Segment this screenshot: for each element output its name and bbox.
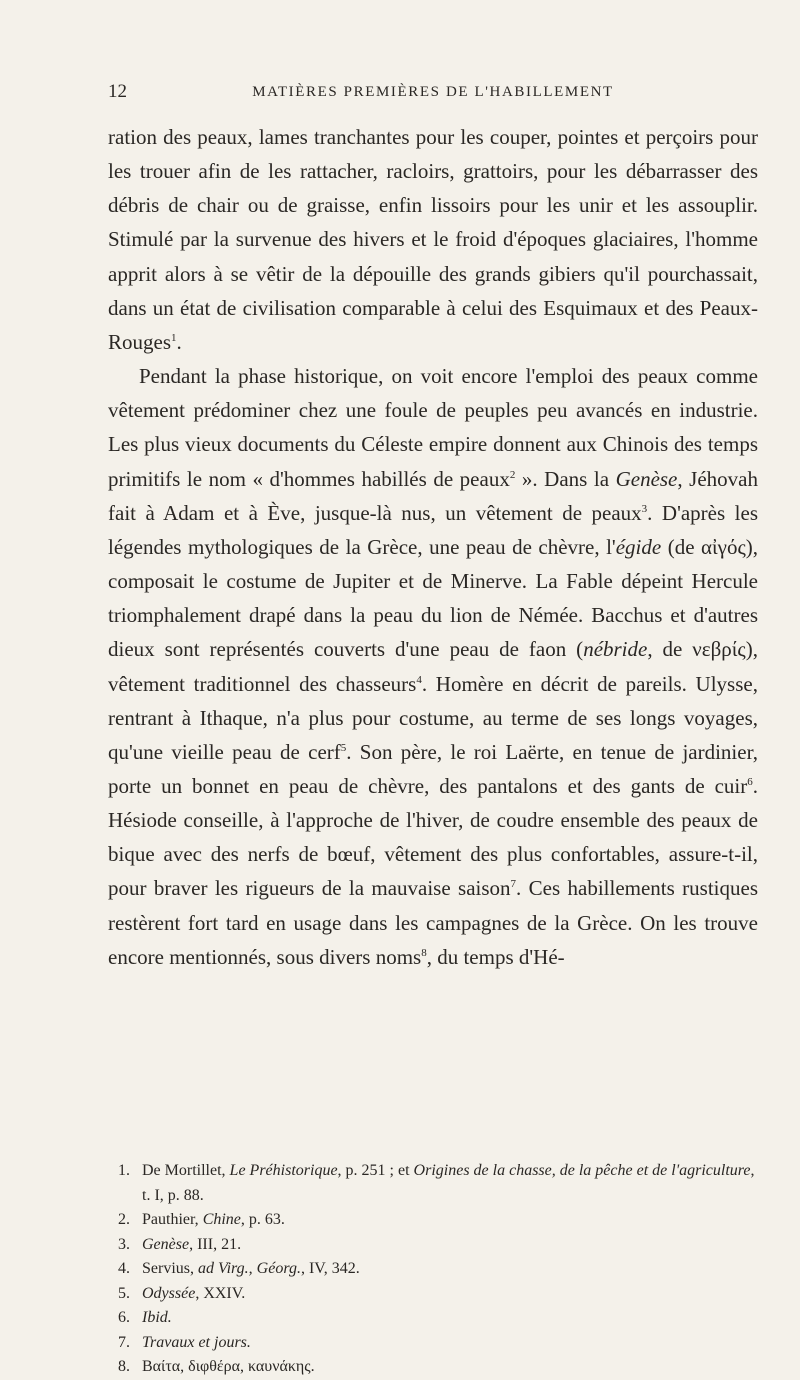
paragraph-2-part: . D'après les légendes mythologiques de la Grèce, une peau de chèvre, l' — [108, 500, 758, 559]
footnote-2 — [118, 1208, 758, 1233]
page-header — [108, 76, 758, 108]
footnote-ref-1: 1 — [171, 331, 177, 344]
paragraph-2-part: , du temps d'Hé- — [426, 944, 565, 969]
footnote-title: Origines de la chasse, de la pêche et de l'agriculture — [413, 1162, 751, 1179]
footnote-1 — [118, 1159, 758, 1208]
paragraph-2-part: , de νεβρίς), vêtement traditionnel des chasseurs — [108, 637, 758, 696]
footnote-ref-6: 6 — [747, 775, 753, 788]
footnote-number: 4. — [118, 1260, 130, 1277]
footnote-text — [142, 1208, 758, 1233]
footnote-text — [142, 1306, 758, 1331]
footnote-number: 5. — [118, 1284, 130, 1302]
footnote-number: 1. — [118, 1162, 130, 1179]
footnote-part: , p. 63. — [240, 1211, 285, 1228]
page-number: 12 — [108, 81, 127, 102]
footnote-8 — [118, 1355, 758, 1380]
footnote-text — [142, 1331, 758, 1356]
footnote-part: , XXIV. — [195, 1284, 246, 1302]
footnote-title: Le Préhistorique — [229, 1162, 338, 1179]
running-title: MATIÈRES PREMIÈRES DE L'HABILLEMENT — [252, 84, 614, 100]
footnote-part: Servius, — [142, 1260, 198, 1277]
footnote-title: Travaux et jours. — [142, 1333, 251, 1351]
footnote-title: Chine — [202, 1211, 241, 1228]
paragraph-2-part: (de αἰγός), composait le costume de Jupiter et de Minerve. La Fable dépeint Hercule triomphalement drapé dans la peau du lion de Némée. Bacchus et d'autres dieux sont représentés couverts d'une peau de faon ( — [108, 534, 758, 662]
footnote-ref-2: 2 — [509, 468, 516, 481]
footnote-number: 7. — [118, 1333, 130, 1351]
paragraph-1 — [108, 120, 758, 359]
footnote-text — [142, 1233, 758, 1258]
paragraph-2-part: . Ces habillements rustiques restèrent fort tard en usage dans les campagnes de la Grèce. On les trouve encore mentionnés, sous divers noms — [108, 876, 759, 969]
footnote-title: ad Virg., Géorg. — [198, 1260, 301, 1277]
footnote-3 — [118, 1233, 758, 1258]
footnote-text — [142, 1282, 758, 1307]
paragraph-1-text: ration des peaux, lames tranchantes pour les couper, pointes et perçoirs pour les trouer afin de les rattacher, racloirs, grattoirs, pour les débarrasser des débris de chair ou de graisse, enfin lissoirs pour les unir et les assouplir. Stimulé par la survenue des hivers et le froid d'époques glaciaires, l'homme apprit alors à se vêtir de la dépouille des grands gibiers qu'il pourchassait, dans un état de civilisation comparable à celui des Esquimaux et des Peaux-Rouges — [108, 125, 758, 354]
footnote-text — [142, 1159, 758, 1208]
footnote-part: , III, 21. — [189, 1235, 242, 1253]
footnote-text: Βαίτα, διφθέρα, καυνάκης. — [142, 1358, 315, 1375]
term-nebride: nébride — [583, 637, 648, 662]
footnote-number: 6. — [118, 1309, 130, 1326]
paragraph-2-part: Pendant la phase historique, on voit encore l'emploi des peaux comme vêtement prédominer chez une foule de peuples peu avancés en industrie. Les plus vieux documents du Céleste empire donnent aux Chinois des temps primitifs le nom « d'hommes habillés de peaux — [108, 364, 758, 491]
footnote-ref-7: 7 — [510, 878, 517, 891]
footnote-text — [142, 1257, 758, 1282]
paragraph-2 — [108, 359, 758, 974]
paragraph-1-end: . — [176, 329, 182, 354]
footnotes — [118, 1159, 758, 1380]
footnote-ref-3: 3 — [641, 502, 648, 515]
footnote-part: De Mortillet, — [142, 1162, 230, 1179]
footnote-4 — [118, 1257, 758, 1282]
term-egide: égide — [615, 534, 662, 559]
paragraph-2-part: ». Dans la — [515, 466, 616, 491]
paragraph-2-part: . Hésiode conseille, à l'approche de l'hiver, de coudre ensemble des peaux de bique avec des nerfs de bœuf, vêtement des plus confortables, assure-t-il, pour braver les rigueurs de la mauvaise saison — [108, 773, 758, 901]
footnote-part: , p. 251 ; et — [337, 1162, 414, 1179]
paragraph-2-part: . Homère en décrit de pareils. Ulysse, rentrant à Ithaque, n'a plus pour costume, au terme de ses longs voyages, qu'une vieille peau de cerf — [108, 671, 758, 764]
footnote-ref-5: 5 — [340, 741, 347, 754]
footnote-number: 3. — [118, 1235, 130, 1253]
footnote-7 — [118, 1331, 758, 1356]
footnote-part: , t. I, p. 88. — [142, 1162, 755, 1204]
main-text — [108, 120, 758, 974]
footnote-part: Pauthier, — [142, 1211, 203, 1228]
footnote-ref-4: 4 — [416, 673, 422, 686]
footnote-title: Ibid. — [142, 1309, 172, 1326]
footnote-title: Odyssée — [142, 1284, 196, 1302]
paragraph-2-part: . Son père, le roi Laërte, en tenue de jardinier, porte un bonnet en peau de chèvre, des pantalons et des gants de cuir — [108, 739, 758, 798]
footnote-part: , IV, 342. — [300, 1260, 360, 1277]
title-genese: Genèse — [615, 466, 678, 491]
paragraph-2-part: , Jéhovah fait à Adam et à Ève, jusque-là nus, un vêtement de peaux — [108, 466, 758, 525]
footnote-number: 2. — [118, 1211, 130, 1228]
footnote-5 — [118, 1282, 758, 1307]
footnote-ref-8: 8 — [421, 946, 427, 959]
footnote-6 — [118, 1306, 758, 1331]
footnote-title: Genèse — [142, 1235, 190, 1253]
footnote-number: 8. — [118, 1358, 130, 1375]
